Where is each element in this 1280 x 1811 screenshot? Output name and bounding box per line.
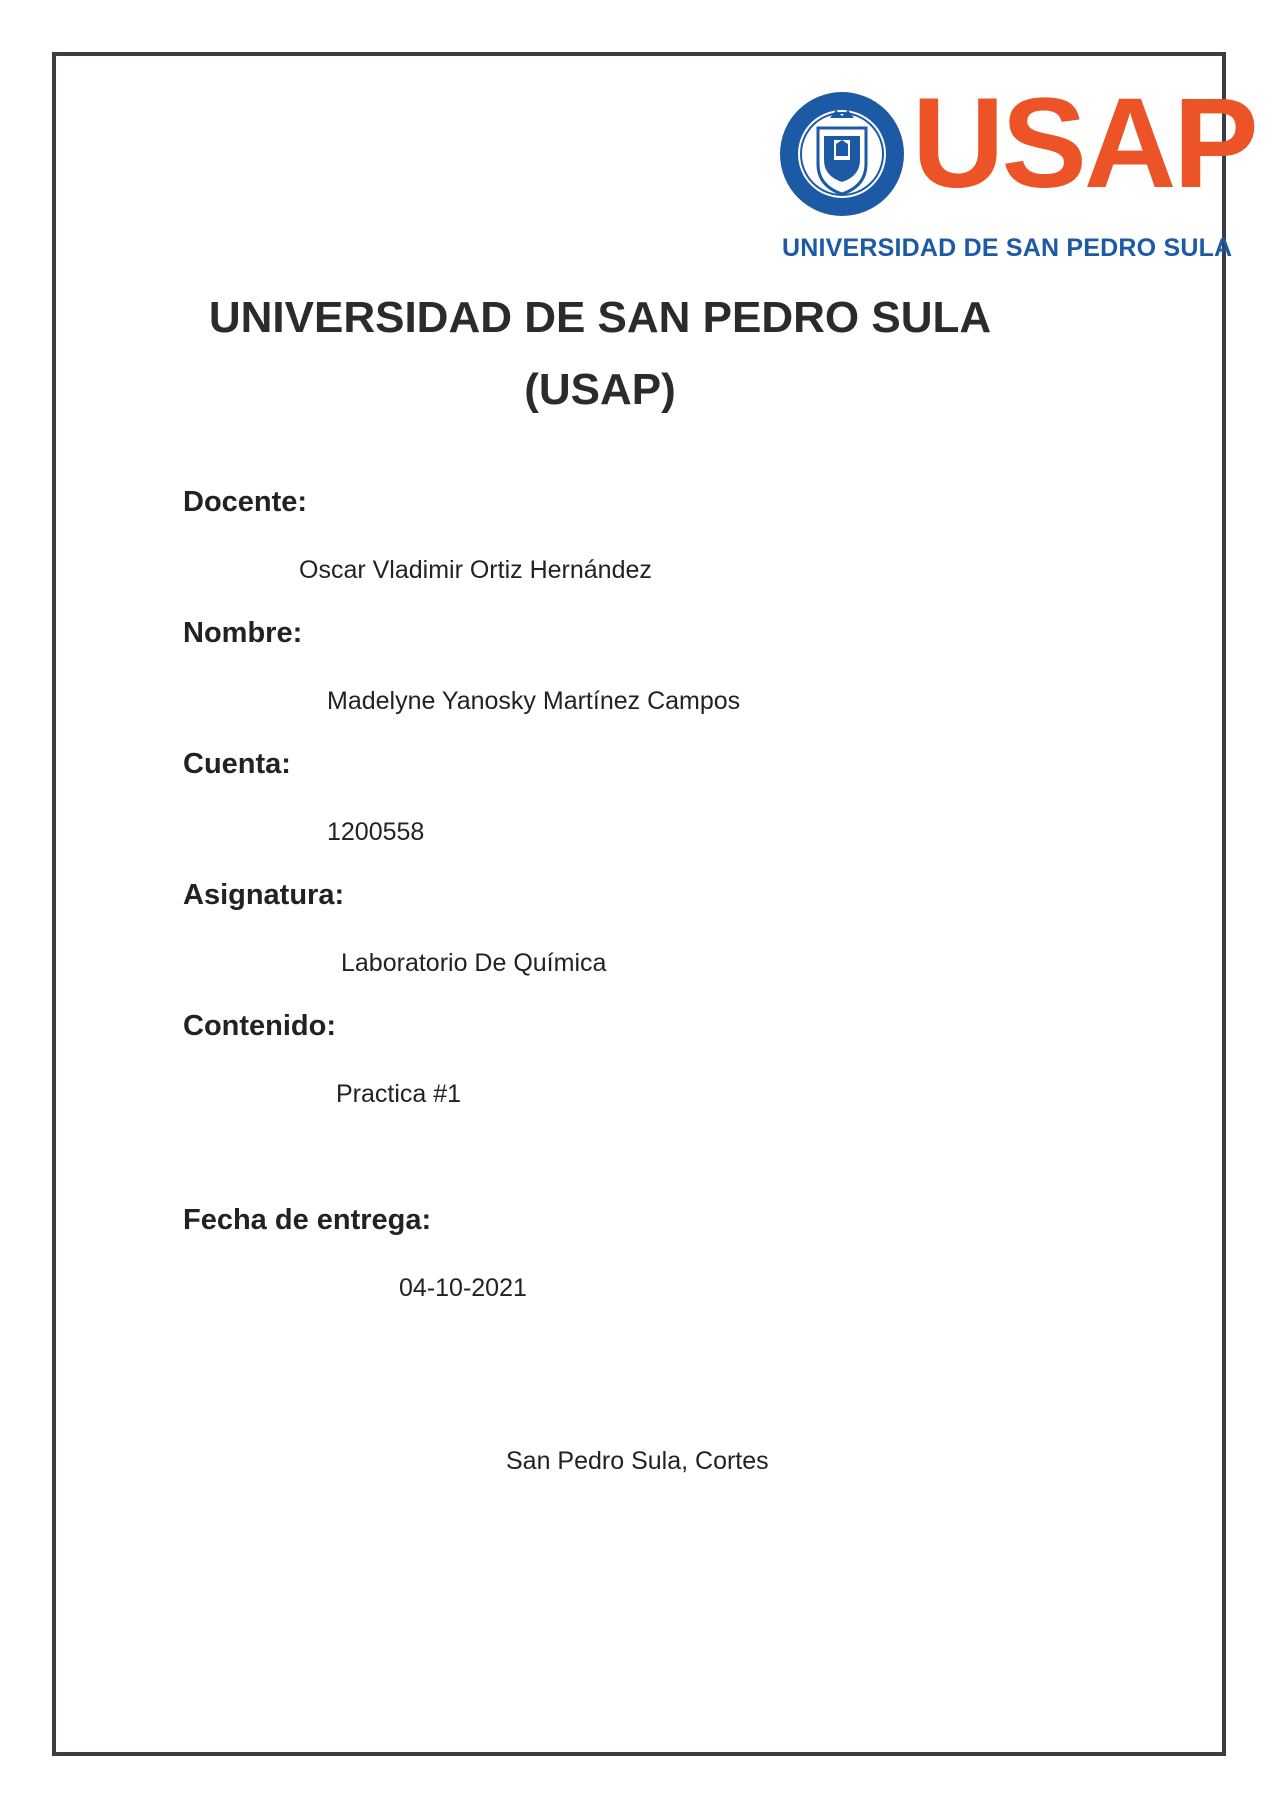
nombre-value: Madelyne Yanosky Martínez Campos <box>327 687 741 715</box>
university-seal-icon <box>778 88 906 226</box>
logo-subtitle: UNIVERSIDAD DE SAN PEDRO SULA <box>782 234 1233 262</box>
fecha-label: Fecha de entrega: <box>183 1204 432 1236</box>
page-subtitle: (USAP) <box>524 365 676 414</box>
contenido-value: Practica #1 <box>336 1080 462 1108</box>
asignatura-value: Laboratorio De Química <box>341 949 607 977</box>
contenido-label: Contenido: <box>183 1010 337 1042</box>
fecha-value: 04-10-2021 <box>399 1274 527 1302</box>
location-text: San Pedro Sula, Cortes <box>506 1447 769 1475</box>
docente-label: Docente: <box>183 486 308 518</box>
cuenta-label: Cuenta: <box>183 748 291 780</box>
nombre-label: Nombre: <box>183 617 303 649</box>
cuenta-value: 1200558 <box>327 818 425 846</box>
usap-logo <box>778 72 1256 263</box>
logo-wordmark: USAP <box>912 72 1256 215</box>
asignatura-label: Asignatura: <box>183 879 345 911</box>
docente-value: Oscar Vladimir Ortiz Hernández <box>299 556 652 584</box>
page-title: UNIVERSIDAD DE SAN PEDRO SULA <box>208 293 992 342</box>
